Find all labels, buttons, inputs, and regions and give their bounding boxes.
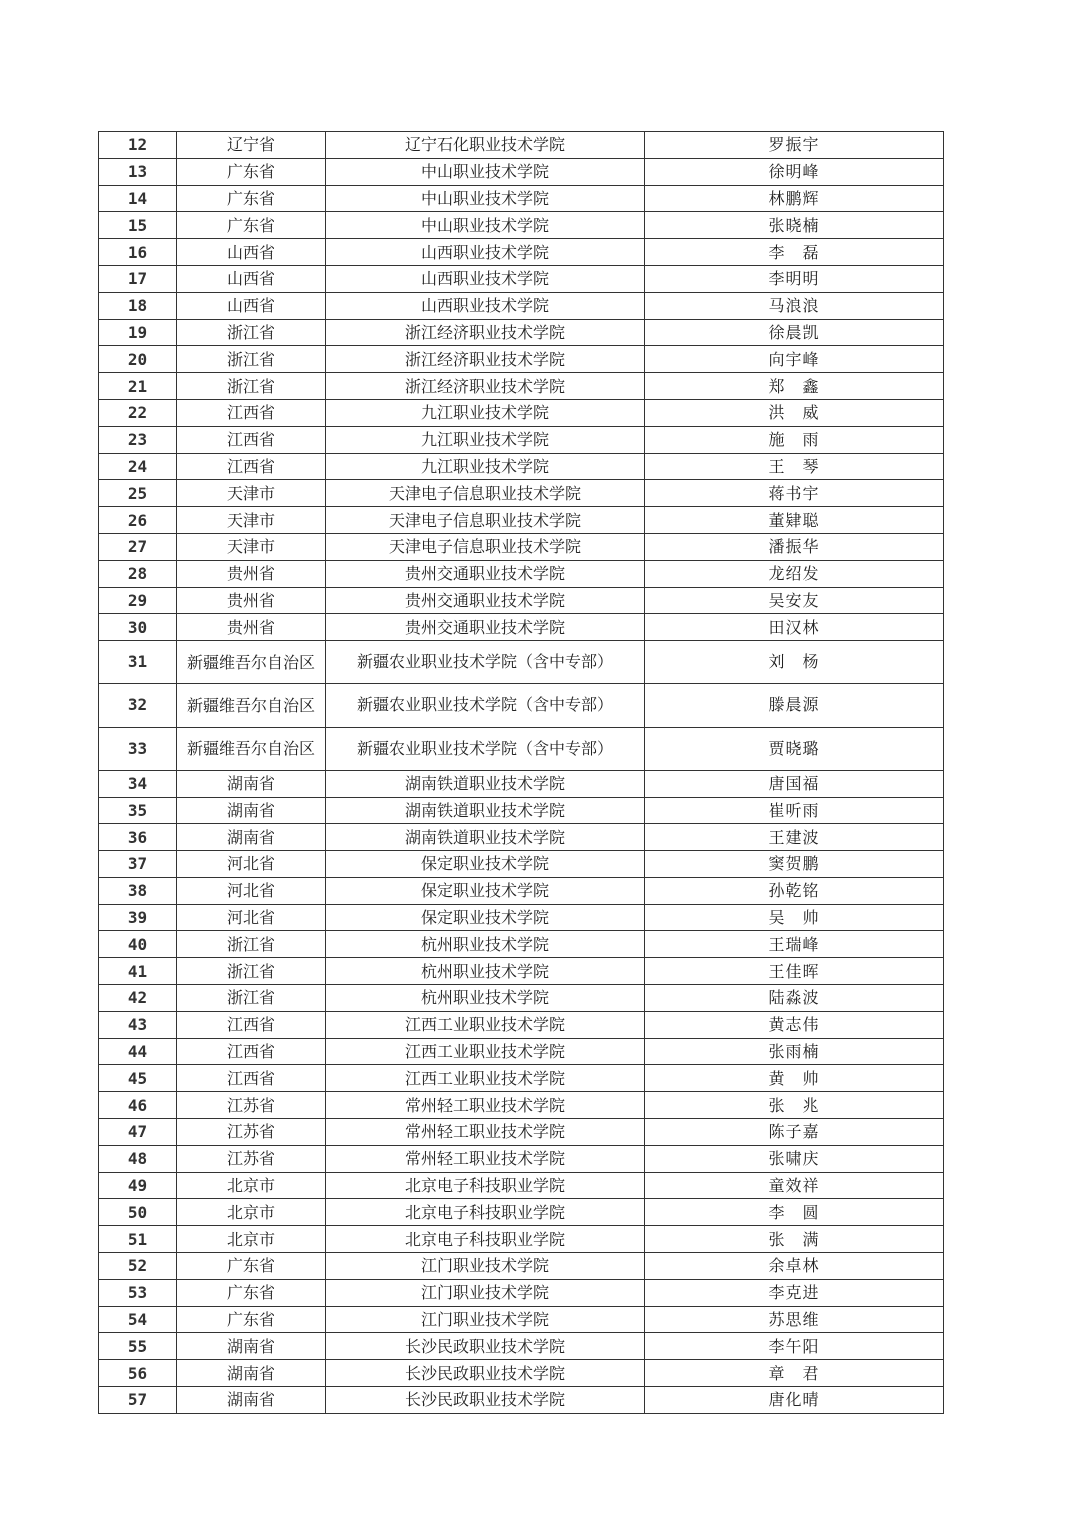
row-number-cell: 47 [99,1119,177,1146]
name-cell: 张 兆 [645,1092,944,1119]
school-cell: 中山职业技术学院 [326,185,645,212]
province-cell: 天津市 [177,533,326,560]
province-cell: 广东省 [177,1306,326,1333]
table-row [99,877,944,904]
table-row [99,958,944,985]
table-row [99,1065,944,1092]
row-number-cell: 50 [99,1199,177,1226]
table-row [99,480,944,507]
school-cell: 辽宁石化职业技术学院 [326,132,645,159]
province-cell: 浙江省 [177,931,326,958]
table-row [99,426,944,453]
row-number-cell: 37 [99,851,177,878]
row-number-cell: 26 [99,507,177,534]
row-number-cell: 17 [99,265,177,292]
table-row [99,1038,944,1065]
school-cell: 湖南铁道职业技术学院 [326,797,645,824]
school-cell: 新疆农业职业技术学院（含中专部） [326,727,645,770]
row-number-cell: 35 [99,797,177,824]
province-cell: 河北省 [177,877,326,904]
school-cell: 江西工业职业技术学院 [326,1011,645,1038]
name-cell: 余卓林 [645,1253,944,1280]
school-cell: 保定职业技术学院 [326,877,645,904]
row-number-cell: 19 [99,319,177,346]
school-cell: 山西职业技术学院 [326,239,645,266]
school-cell: 九江职业技术学院 [326,426,645,453]
table-row [99,1306,944,1333]
province-cell: 新疆维吾尔自治区 [177,641,326,684]
row-number-cell: 32 [99,684,177,727]
table-row [99,727,944,770]
table-row [99,824,944,851]
school-cell: 江西工业职业技术学院 [326,1038,645,1065]
table-row [99,1226,944,1253]
name-cell: 李 圆 [645,1199,944,1226]
school-cell: 常州轻工职业技术学院 [326,1145,645,1172]
table-row [99,1119,944,1146]
table-row [99,1145,944,1172]
table-body [99,132,944,1414]
table-row [99,1279,944,1306]
school-cell: 新疆农业职业技术学院（含中专部） [326,641,645,684]
school-cell: 保定职业技术学院 [326,851,645,878]
row-number-cell: 49 [99,1172,177,1199]
row-number-cell: 23 [99,426,177,453]
school-cell: 浙江经济职业技术学院 [326,373,645,400]
row-number-cell: 48 [99,1145,177,1172]
name-cell: 张晓楠 [645,212,944,239]
school-cell: 常州轻工职业技术学院 [326,1092,645,1119]
province-cell: 天津市 [177,480,326,507]
table-row [99,239,944,266]
table-row [99,985,944,1012]
row-number-cell: 45 [99,1065,177,1092]
school-cell: 贵州交通职业技术学院 [326,587,645,614]
province-cell: 湖南省 [177,1333,326,1360]
school-cell: 天津电子信息职业技术学院 [326,507,645,534]
school-cell: 北京电子科技职业学院 [326,1199,645,1226]
province-cell: 广东省 [177,185,326,212]
row-number-cell: 33 [99,727,177,770]
province-cell: 浙江省 [177,373,326,400]
table-row [99,904,944,931]
name-cell: 吴安友 [645,587,944,614]
province-cell: 贵州省 [177,587,326,614]
province-cell: 江西省 [177,1011,326,1038]
table-row [99,158,944,185]
table-row [99,1253,944,1280]
row-number-cell: 12 [99,132,177,159]
name-cell: 张 满 [645,1226,944,1253]
school-cell: 长沙民政职业技术学院 [326,1387,645,1414]
name-cell: 黄 帅 [645,1065,944,1092]
award-list-table [98,131,944,1414]
name-cell: 章 君 [645,1360,944,1387]
school-cell: 新疆农业职业技术学院（含中专部） [326,684,645,727]
province-cell: 河北省 [177,904,326,931]
province-cell: 江西省 [177,1038,326,1065]
row-number-cell: 13 [99,158,177,185]
province-cell: 天津市 [177,507,326,534]
name-cell: 潘振华 [645,533,944,560]
province-cell: 山西省 [177,239,326,266]
row-number-cell: 15 [99,212,177,239]
row-number-cell: 39 [99,904,177,931]
name-cell: 徐晨凯 [645,319,944,346]
name-cell: 田汉林 [645,614,944,641]
table-row [99,1333,944,1360]
name-cell: 龙绍发 [645,560,944,587]
school-cell: 长沙民政职业技术学院 [326,1333,645,1360]
table-row [99,1387,944,1414]
name-cell: 孙乾铭 [645,877,944,904]
province-cell: 贵州省 [177,560,326,587]
row-number-cell: 31 [99,641,177,684]
province-cell: 浙江省 [177,346,326,373]
row-number-cell: 57 [99,1387,177,1414]
row-number-cell: 54 [99,1306,177,1333]
row-number-cell: 56 [99,1360,177,1387]
row-number-cell: 43 [99,1011,177,1038]
row-number-cell: 38 [99,877,177,904]
province-cell: 辽宁省 [177,132,326,159]
table-row [99,851,944,878]
name-cell: 洪 威 [645,399,944,426]
table-row [99,265,944,292]
table-row [99,1360,944,1387]
row-number-cell: 53 [99,1279,177,1306]
table-row [99,453,944,480]
row-number-cell: 52 [99,1253,177,1280]
row-number-cell: 55 [99,1333,177,1360]
school-cell: 山西职业技术学院 [326,265,645,292]
province-cell: 湖南省 [177,1387,326,1414]
table-row [99,770,944,797]
school-cell: 山西职业技术学院 [326,292,645,319]
school-cell: 长沙民政职业技术学院 [326,1360,645,1387]
table-row [99,1092,944,1119]
name-cell: 苏思维 [645,1306,944,1333]
province-cell: 山西省 [177,265,326,292]
name-cell: 黄志伟 [645,1011,944,1038]
table-row [99,212,944,239]
table-row [99,587,944,614]
name-cell: 刘 杨 [645,641,944,684]
school-cell: 天津电子信息职业技术学院 [326,533,645,560]
table-row [99,614,944,641]
row-number-cell: 21 [99,373,177,400]
province-cell: 北京市 [177,1172,326,1199]
table-row [99,560,944,587]
table-row [99,931,944,958]
school-cell: 贵州交通职业技术学院 [326,560,645,587]
name-cell: 林鹏辉 [645,185,944,212]
province-cell: 广东省 [177,212,326,239]
province-cell: 山西省 [177,292,326,319]
name-cell: 蒋书宇 [645,480,944,507]
school-cell: 保定职业技术学院 [326,904,645,931]
province-cell: 浙江省 [177,319,326,346]
school-cell: 江西工业职业技术学院 [326,1065,645,1092]
table-row [99,1199,944,1226]
row-number-cell: 41 [99,958,177,985]
school-cell: 常州轻工职业技术学院 [326,1119,645,1146]
province-cell: 湖南省 [177,824,326,851]
row-number-cell: 14 [99,185,177,212]
province-cell: 江苏省 [177,1119,326,1146]
name-cell: 吴 帅 [645,904,944,931]
name-cell: 崔听雨 [645,797,944,824]
row-number-cell: 22 [99,399,177,426]
school-cell: 北京电子科技职业学院 [326,1172,645,1199]
table-row [99,319,944,346]
row-number-cell: 29 [99,587,177,614]
name-cell: 王建波 [645,824,944,851]
province-cell: 浙江省 [177,985,326,1012]
school-cell: 湖南铁道职业技术学院 [326,770,645,797]
name-cell: 罗振宇 [645,132,944,159]
school-cell: 天津电子信息职业技术学院 [326,480,645,507]
province-cell: 湖南省 [177,797,326,824]
name-cell: 施 雨 [645,426,944,453]
name-cell: 窦贺鹏 [645,851,944,878]
province-cell: 浙江省 [177,958,326,985]
row-number-cell: 16 [99,239,177,266]
row-number-cell: 20 [99,346,177,373]
row-number-cell: 36 [99,824,177,851]
row-number-cell: 27 [99,533,177,560]
row-number-cell: 42 [99,985,177,1012]
name-cell: 向宇峰 [645,346,944,373]
row-number-cell: 25 [99,480,177,507]
name-cell: 滕晨源 [645,684,944,727]
province-cell: 广东省 [177,158,326,185]
table-row [99,346,944,373]
name-cell: 李 磊 [645,239,944,266]
table-row [99,507,944,534]
province-cell: 江西省 [177,453,326,480]
table-row [99,533,944,560]
row-number-cell: 30 [99,614,177,641]
row-number-cell: 44 [99,1038,177,1065]
province-cell: 北京市 [177,1199,326,1226]
row-number-cell: 51 [99,1226,177,1253]
name-cell: 陈子嘉 [645,1119,944,1146]
table-row [99,1172,944,1199]
province-cell: 江西省 [177,426,326,453]
school-cell: 江门职业技术学院 [326,1253,645,1280]
school-cell: 江门职业技术学院 [326,1306,645,1333]
school-cell: 九江职业技术学院 [326,453,645,480]
province-cell: 广东省 [177,1253,326,1280]
name-cell: 王瑞峰 [645,931,944,958]
row-number-cell: 18 [99,292,177,319]
name-cell: 徐明峰 [645,158,944,185]
name-cell: 董肄聪 [645,507,944,534]
name-cell: 王佳晖 [645,958,944,985]
school-cell: 杭州职业技术学院 [326,931,645,958]
name-cell: 李午阳 [645,1333,944,1360]
province-cell: 湖南省 [177,770,326,797]
row-number-cell: 24 [99,453,177,480]
school-cell: 江门职业技术学院 [326,1279,645,1306]
table-row [99,684,944,727]
province-cell: 江西省 [177,1065,326,1092]
province-cell: 江苏省 [177,1145,326,1172]
school-cell: 浙江经济职业技术学院 [326,346,645,373]
name-cell: 李克进 [645,1279,944,1306]
province-cell: 河北省 [177,851,326,878]
row-number-cell: 46 [99,1092,177,1119]
school-cell: 中山职业技术学院 [326,158,645,185]
name-cell: 马浪浪 [645,292,944,319]
table-row [99,373,944,400]
row-number-cell: 28 [99,560,177,587]
row-number-cell: 34 [99,770,177,797]
table-row [99,641,944,684]
table-row [99,185,944,212]
name-cell: 唐国福 [645,770,944,797]
province-cell: 新疆维吾尔自治区 [177,684,326,727]
school-cell: 中山职业技术学院 [326,212,645,239]
province-cell: 新疆维吾尔自治区 [177,727,326,770]
school-cell: 杭州职业技术学院 [326,985,645,1012]
school-cell: 九江职业技术学院 [326,399,645,426]
table-row [99,292,944,319]
school-cell: 杭州职业技术学院 [326,958,645,985]
name-cell: 贾晓璐 [645,727,944,770]
province-cell: 江苏省 [177,1092,326,1119]
school-cell: 湖南铁道职业技术学院 [326,824,645,851]
table-row [99,797,944,824]
name-cell: 童效祥 [645,1172,944,1199]
province-cell: 湖南省 [177,1360,326,1387]
table-row [99,399,944,426]
province-cell: 广东省 [177,1279,326,1306]
school-cell: 浙江经济职业技术学院 [326,319,645,346]
name-cell: 李明明 [645,265,944,292]
table-row [99,1011,944,1038]
name-cell: 张雨楠 [645,1038,944,1065]
name-cell: 张啸庆 [645,1145,944,1172]
name-cell: 陆淼波 [645,985,944,1012]
table-row [99,132,944,159]
school-cell: 北京电子科技职业学院 [326,1226,645,1253]
province-cell: 贵州省 [177,614,326,641]
row-number-cell: 40 [99,931,177,958]
school-cell: 贵州交通职业技术学院 [326,614,645,641]
province-cell: 江西省 [177,399,326,426]
name-cell: 王 琴 [645,453,944,480]
name-cell: 郑 鑫 [645,373,944,400]
province-cell: 北京市 [177,1226,326,1253]
name-cell: 唐化晴 [645,1387,944,1414]
